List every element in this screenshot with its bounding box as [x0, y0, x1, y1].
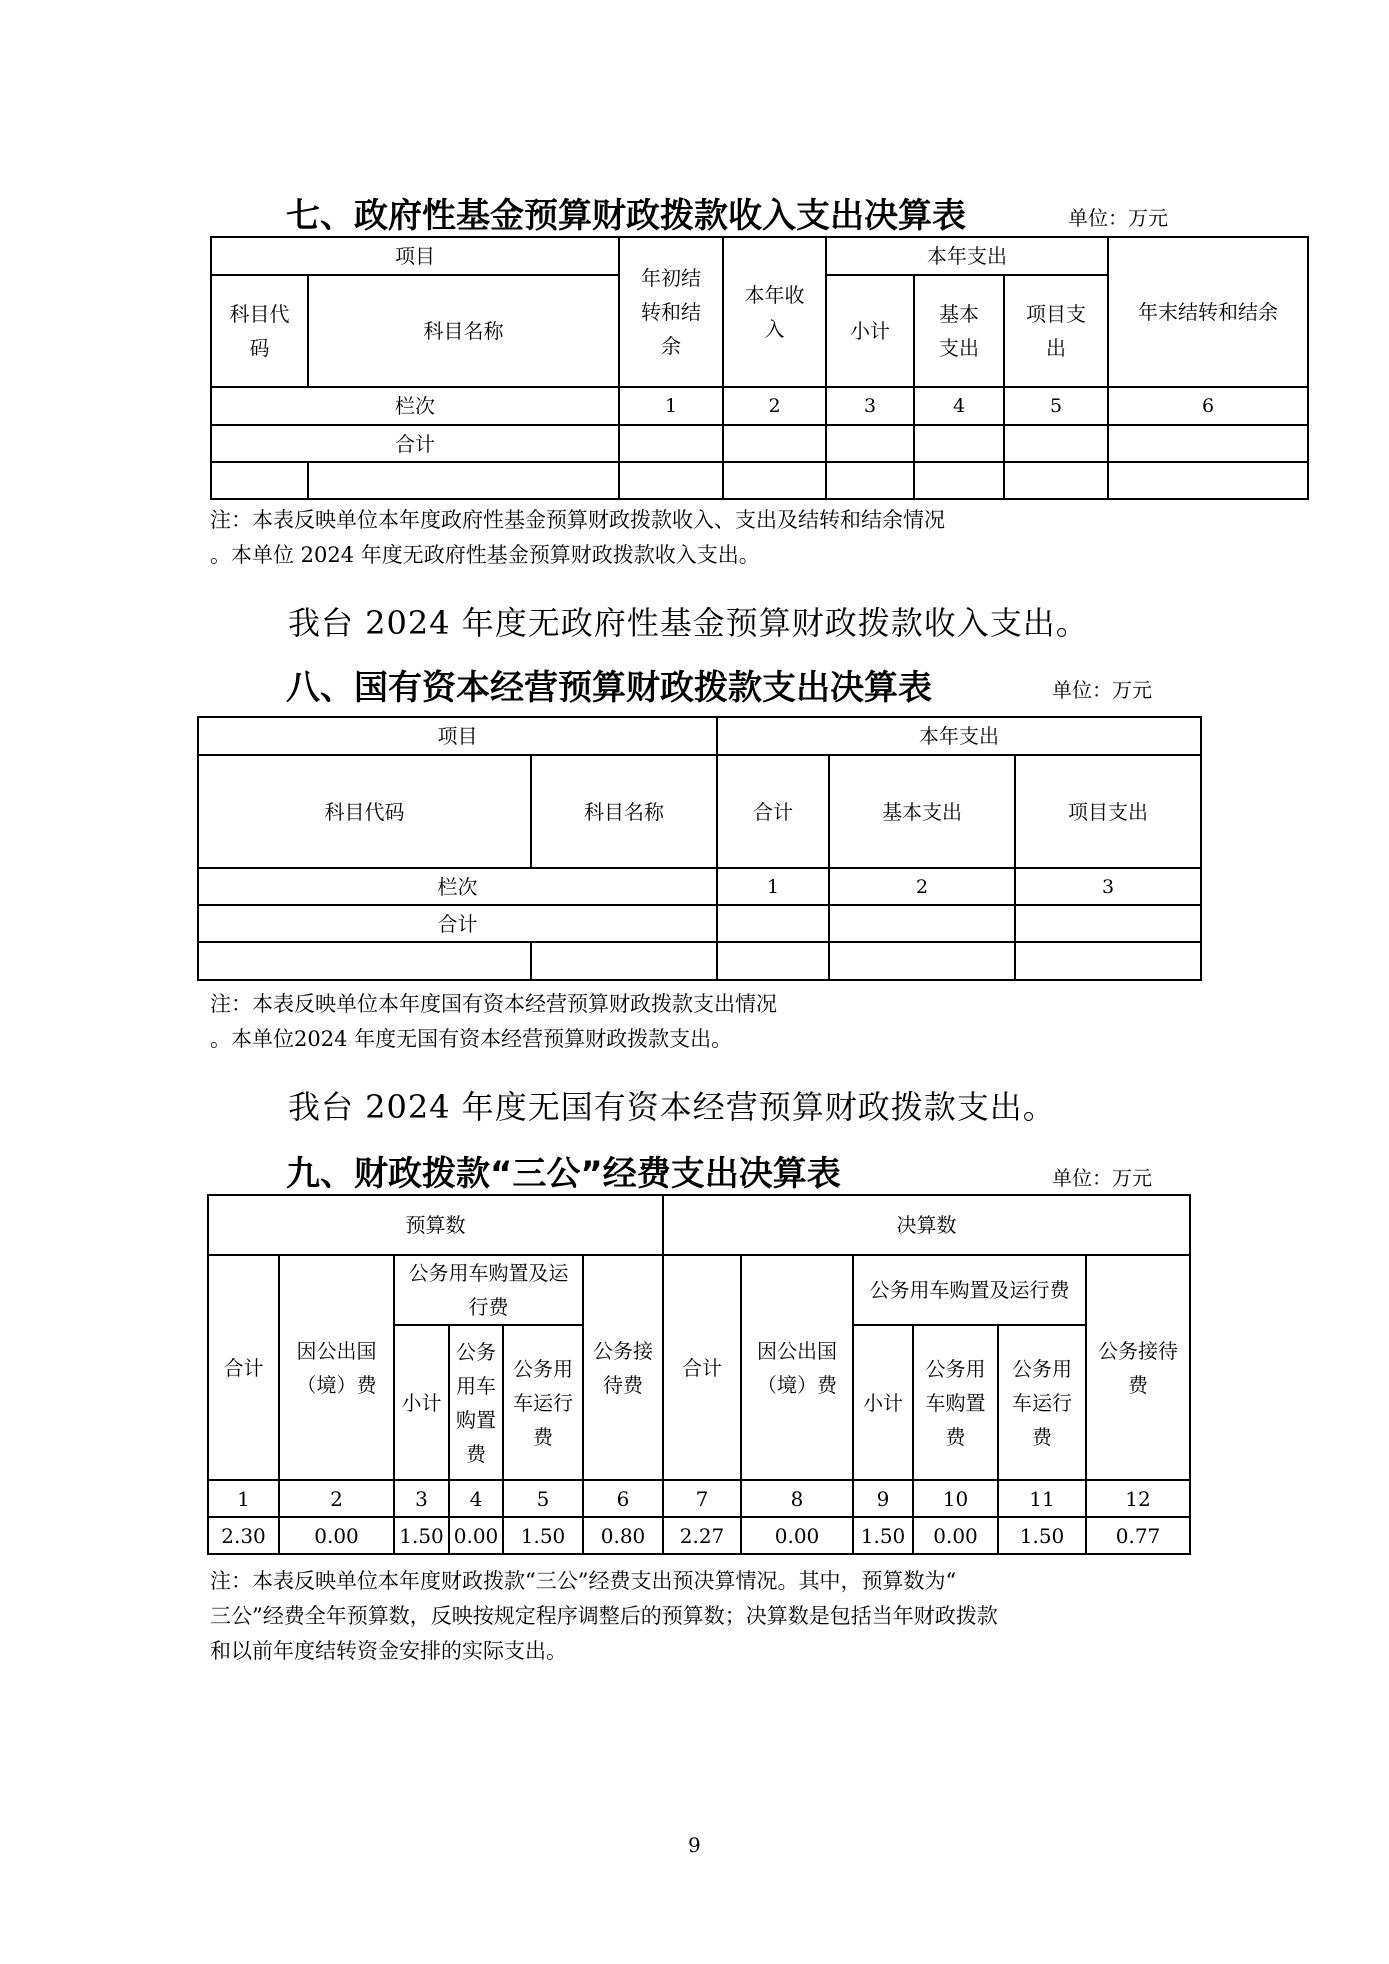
- s8-header-basic: 基本支出: [829, 755, 1015, 868]
- s7-col-num: 6: [1108, 387, 1308, 425]
- s9-value-cell: 1.50: [998, 1517, 1086, 1554]
- s9-header-final-abroad: 因公出国（境）费: [741, 1255, 853, 1480]
- s8-header-code: 科目代码: [198, 755, 531, 868]
- s9-header-budget-purchase: 公务用车购置费: [449, 1325, 503, 1480]
- s7-cell: [914, 425, 1004, 462]
- s7-cell: [826, 462, 914, 499]
- section7-table: [210, 236, 1309, 500]
- s7-cell: [619, 462, 723, 499]
- s7-cell: [1004, 425, 1108, 462]
- section9-note-line2: 三公”经费全年预算数，反映按规定程序调整后的预算数；决算数是包括当年财政拨款: [210, 1604, 998, 1628]
- s7-cell: [308, 462, 619, 499]
- s9-value-cell: 0.80: [583, 1517, 663, 1554]
- s7-header-income: 本年收入: [723, 237, 826, 387]
- section9-note-line3: 和以前年度结转资金安排的实际支出。: [210, 1639, 567, 1663]
- s9-col-num: 4: [449, 1480, 503, 1517]
- section8-statement: 我台 2024 年度无国有资本经营预算财政拨款支出。: [288, 1088, 1056, 1126]
- section8-title: 八、国有资本经营预算财政拨款支出决算表: [286, 668, 932, 708]
- s7-header-carry-end: 年末结转和结余: [1108, 237, 1308, 387]
- s9-col-num: 6: [583, 1480, 663, 1517]
- s9-col-num: 12: [1086, 1480, 1190, 1517]
- section8-unit: 单位：万元: [1052, 678, 1152, 702]
- s9-value-cell: 0.77: [1086, 1517, 1190, 1554]
- s7-header-item: 项目: [211, 237, 619, 275]
- s9-value-cell: 0.00: [913, 1517, 998, 1554]
- section9-title: 九、财政拨款“三公”经费支出决算表: [286, 1154, 841, 1194]
- s7-col-num: 5: [1004, 387, 1108, 425]
- s9-value-cell: 1.50: [853, 1517, 913, 1554]
- s7-header-project: 项目支出: [1004, 275, 1108, 387]
- s9-col-num: 11: [998, 1480, 1086, 1517]
- s7-row-col-label: 栏次: [211, 387, 619, 425]
- s7-header-carry-begin: 年初结转和结余: [619, 237, 723, 387]
- s9-header-budget-subtotal: 小计: [394, 1325, 449, 1480]
- s7-col-num: 4: [914, 387, 1004, 425]
- s8-cell: [1015, 942, 1201, 980]
- s8-header-expense: 本年支出: [717, 717, 1201, 755]
- s7-cell: [914, 462, 1004, 499]
- s9-header-budget-vehicle: 公务用车购置及运行费: [394, 1255, 583, 1325]
- section7-statement: 我台 2024 年度无政府性基金预算财政拨款收入支出。: [288, 604, 1089, 642]
- s8-header-project: 项目支出: [1015, 755, 1201, 868]
- section9-note-line1: 注：本表反映单位本年度财政拨款“三公”经费支出预决算情况。其中，预算数为“: [210, 1569, 957, 1593]
- s7-header-name: 科目名称: [308, 275, 619, 387]
- page-number: 9: [688, 1833, 701, 1857]
- s9-col-num: 5: [503, 1480, 583, 1517]
- s7-header-subtotal: 小计: [826, 275, 914, 387]
- s9-header-final: 决算数: [663, 1195, 1190, 1255]
- section7-note-line1: 注：本表反映单位本年度政府性基金预算财政拨款收入、支出及结转和结余情况: [210, 508, 945, 532]
- s8-cell: [717, 905, 829, 942]
- s7-col-num: 2: [723, 387, 826, 425]
- s9-value-cell: 2.27: [663, 1517, 741, 1554]
- s8-cell: [829, 905, 1015, 942]
- s8-header-item: 项目: [198, 717, 717, 755]
- s9-header-final-operate: 公务用车运行费: [998, 1325, 1086, 1480]
- section8-note-line1: 注：本表反映单位本年度国有资本经营预算财政拨款支出情况: [210, 992, 777, 1016]
- s9-value-cell: 2.30: [208, 1517, 279, 1554]
- s7-col-num: 1: [619, 387, 723, 425]
- s8-col-num: 2: [829, 868, 1015, 905]
- s9-col-num: 1: [208, 1480, 279, 1517]
- s7-cell: [211, 462, 308, 499]
- s8-cell: [531, 942, 717, 980]
- s7-cell: [723, 462, 826, 499]
- s9-header-final-reception: 公务接待费: [1086, 1255, 1190, 1480]
- s9-value-cell: 1.50: [503, 1517, 583, 1554]
- s8-cell: [717, 942, 829, 980]
- s8-header-name: 科目名称: [531, 755, 717, 868]
- s7-header-code: 科目代码: [211, 275, 308, 387]
- s7-col-num: 3: [826, 387, 914, 425]
- s8-header-total: 合计: [717, 755, 829, 868]
- s9-header-final-vehicle: 公务用车购置及运行费: [853, 1255, 1086, 1325]
- s8-row-total-label: 合计: [198, 905, 717, 942]
- section7-title: 七、政府性基金预算财政拨款收入支出决算表: [286, 196, 966, 236]
- section7-note-line2: 。本单位 2024 年度无政府性基金预算财政拨款收入支出。: [210, 543, 760, 567]
- s7-cell: [723, 425, 826, 462]
- s9-header-final-total: 合计: [663, 1255, 741, 1480]
- s8-col-num: 1: [717, 868, 829, 905]
- s9-value-cell: 1.50: [394, 1517, 449, 1554]
- section7-unit: 单位：万元: [1068, 206, 1168, 230]
- s8-cell: [1015, 905, 1201, 942]
- s9-col-num: 7: [663, 1480, 741, 1517]
- section9-table: [207, 1194, 1191, 1555]
- s9-value-cell: 0.00: [279, 1517, 394, 1554]
- s9-header-budget-total: 合计: [208, 1255, 279, 1480]
- s9-value-cell: 0.00: [449, 1517, 503, 1554]
- s8-row-col-label: 栏次: [198, 868, 717, 905]
- s9-col-num: 10: [913, 1480, 998, 1517]
- section8-note-line2: 。本单位2024 年度无国有资本经营预算财政拨款支出。: [210, 1027, 733, 1051]
- s7-row-total-label: 合计: [211, 425, 619, 462]
- s9-col-num: 3: [394, 1480, 449, 1517]
- s9-header-budget-abroad: 因公出国（境）费: [279, 1255, 394, 1480]
- s9-col-num: 2: [279, 1480, 394, 1517]
- s7-cell: [619, 425, 723, 462]
- s9-col-num: 9: [853, 1480, 913, 1517]
- section8-table: [197, 716, 1202, 981]
- s9-header-final-purchase: 公务用车购置费: [913, 1325, 998, 1480]
- s9-value-cell: 0.00: [741, 1517, 853, 1554]
- s9-header-budget-operate: 公务用车运行费: [503, 1325, 583, 1480]
- s7-header-expense: 本年支出: [826, 237, 1108, 275]
- s7-header-basic: 基本支出: [914, 275, 1004, 387]
- s7-cell: [826, 425, 914, 462]
- s7-cell: [1108, 425, 1308, 462]
- s8-col-num: 3: [1015, 868, 1201, 905]
- s7-cell: [1108, 462, 1308, 499]
- s8-cell: [198, 942, 531, 980]
- s8-cell: [829, 942, 1015, 980]
- s9-header-budget-reception: 公务接待费: [583, 1255, 663, 1480]
- s9-header-final-subtotal: 小计: [853, 1325, 913, 1480]
- s9-col-num: 8: [741, 1480, 853, 1517]
- section9-unit: 单位：万元: [1052, 1166, 1152, 1190]
- s9-header-budget: 预算数: [208, 1195, 663, 1255]
- s7-cell: [1004, 462, 1108, 499]
